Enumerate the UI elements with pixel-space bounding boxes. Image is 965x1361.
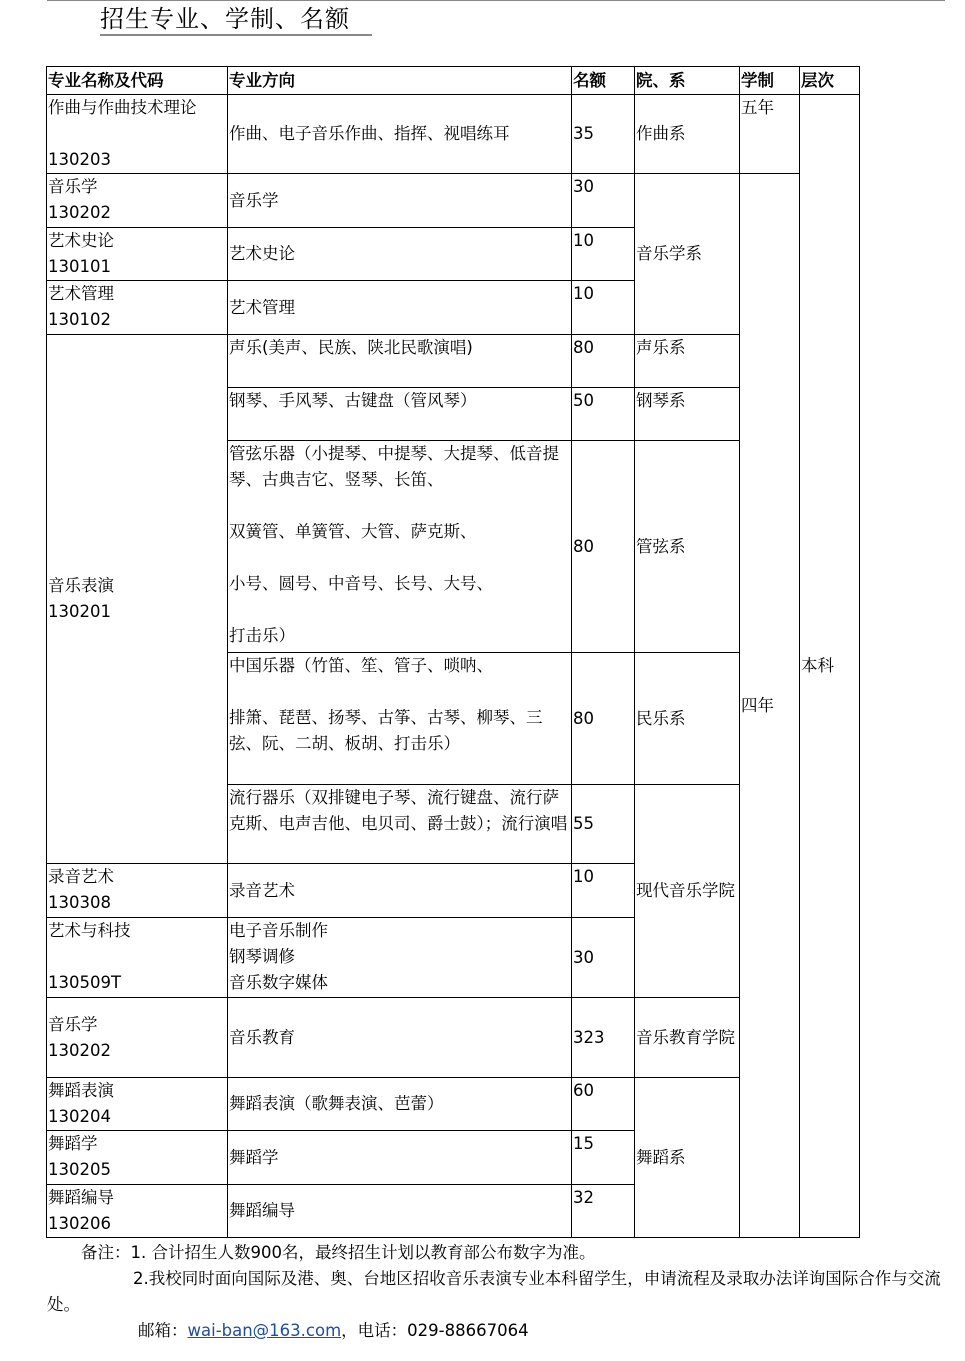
quota-cell: 60	[572, 1078, 635, 1131]
major-cell: 作曲与作曲技术理论 130203	[47, 95, 228, 174]
department-cell: 管弦系	[635, 441, 740, 653]
direction-cell: 中国乐器（竹笛、笙、管子、唢呐、 排箫、琵琶、扬琴、古筝、古琴、柳琴、三弦、阮、二胡、板胡、打击乐）	[228, 653, 572, 785]
header-department: 院、系	[635, 67, 740, 95]
direction-cell: 录音艺术	[228, 864, 572, 918]
direction-cell: 舞蹈学	[228, 1131, 572, 1185]
direction-cell: 管弦乐器（小提琴、中提琴、大提琴、低音提琴、古典吉它、竖琴、长笛、 双簧管、单簧管、大管、萨克斯、 小号、圆号、中音号、长号、大号、 打击乐）	[228, 441, 572, 653]
direction-cell: 音乐学	[228, 174, 572, 228]
quota-cell: 80	[572, 653, 635, 785]
table-row	[47, 174, 860, 228]
table-header	[47, 67, 860, 95]
department-cell: 声乐系	[635, 335, 740, 388]
major-cell: 音乐表演 130201	[47, 335, 228, 864]
note-1: 1. 合计招生人数900名，最终招生计划以教育部公布数字为准。	[130, 1243, 596, 1262]
email-label: 邮箱：	[138, 1321, 188, 1340]
header-level: 层次	[800, 67, 860, 95]
page-title: 招生专业、学制、名额	[100, 4, 372, 36]
major-cell: 音乐学 130202	[47, 998, 228, 1078]
department-cell: 民乐系	[635, 653, 740, 785]
table-row	[47, 998, 860, 1078]
phone-label: ，电话：	[341, 1321, 408, 1340]
department-cell: 现代音乐学院	[635, 785, 740, 998]
duration-cell: 四年	[740, 174, 800, 1238]
quota-cell: 55	[572, 785, 635, 864]
department-cell: 音乐学系	[635, 174, 740, 335]
direction-cell: 流行器乐（双排键电子琴、流行键盘、流行萨克斯、电声吉他、电贝司、爵士鼓）；流行演唱	[228, 785, 572, 864]
table-row	[47, 1078, 860, 1131]
major-cell: 舞蹈学 130205	[47, 1131, 228, 1185]
major-cell: 舞蹈表演 130204	[47, 1078, 228, 1131]
header-duration: 学制	[740, 67, 800, 95]
quota-cell: 50	[572, 388, 635, 441]
note-2: 2.我校同时面向国际及港、奥、台地区招收音乐表演专业本科留学生，申请流程及录取办法详询国际合作与交流处。	[47, 1269, 941, 1314]
header-direction: 专业方向	[228, 67, 572, 95]
major-cell: 艺术与科技 130509T	[47, 918, 228, 998]
table-row	[47, 335, 860, 388]
quota-cell: 80	[572, 335, 635, 388]
major-cell: 艺术史论 130101	[47, 228, 228, 281]
notes	[47, 1240, 947, 1344]
direction-cell: 作曲、电子音乐作曲、指挥、视唱练耳	[228, 95, 572, 174]
notes-label: 备注：	[81, 1243, 131, 1262]
quota-cell: 30	[572, 918, 635, 998]
department-cell: 作曲系	[635, 95, 740, 174]
direction-cell: 电子音乐制作 钢琴调修 音乐数字媒体	[228, 918, 572, 998]
direction-cell: 舞蹈编导	[228, 1185, 572, 1238]
quota-cell: 10	[572, 864, 635, 918]
major-cell: 音乐学 130202	[47, 174, 228, 228]
table-row	[47, 95, 860, 174]
header-major: 专业名称及代码	[47, 67, 228, 95]
major-cell: 舞蹈编导 130206	[47, 1185, 228, 1238]
enrollment-table	[46, 66, 860, 1238]
department-cell: 音乐教育学院	[635, 998, 740, 1078]
major-cell: 录音艺术 130308	[47, 864, 228, 918]
header-quota: 名额	[572, 67, 635, 95]
quota-cell: 10	[572, 281, 635, 335]
department-cell: 钢琴系	[635, 388, 740, 441]
direction-cell: 声乐(美声、民族、陕北民歌演唱)	[228, 335, 572, 388]
level-cell: 本科	[800, 95, 860, 1238]
quota-cell: 32	[572, 1185, 635, 1238]
phone-number: 029-88667064	[407, 1321, 529, 1340]
direction-cell: 钢琴、手风琴、古键盘（管风琴）	[228, 388, 572, 441]
duration-cell: 五年	[740, 95, 800, 174]
quota-cell: 15	[572, 1131, 635, 1185]
quota-cell: 35	[572, 95, 635, 174]
email-link[interactable]: wai-ban@163.com	[187, 1321, 342, 1340]
direction-cell: 艺术史论	[228, 228, 572, 281]
quota-cell: 323	[572, 998, 635, 1078]
direction-cell: 艺术管理	[228, 281, 572, 335]
quota-cell: 30	[572, 174, 635, 228]
direction-cell: 舞蹈表演（歌舞表演、芭蕾）	[228, 1078, 572, 1131]
direction-cell: 音乐教育	[228, 998, 572, 1078]
quota-cell: 80	[572, 441, 635, 653]
top-rule	[47, 0, 945, 1]
major-cell: 艺术管理 130102	[47, 281, 228, 335]
quota-cell: 10	[572, 228, 635, 281]
department-cell: 舞蹈系	[635, 1078, 740, 1238]
